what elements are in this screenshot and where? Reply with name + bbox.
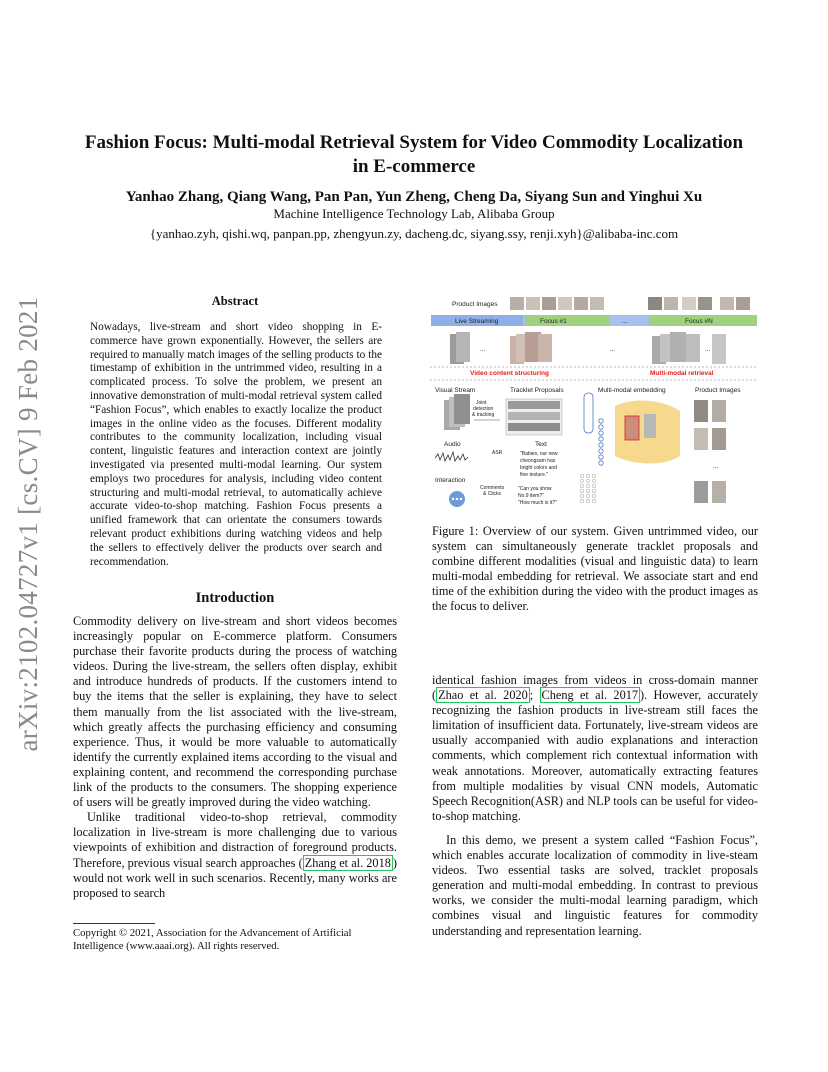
- title-line-1: Fashion Focus: Multi-modal Retrieval System for Video Commodity Localization: [84, 132, 744, 153]
- introduction-heading: Introduction: [195, 590, 275, 606]
- fig-label-video-content-structuring: Video content structuring: [470, 370, 549, 377]
- right-p1-text: identical fashion images from videos in cross-domain manner (: [432, 673, 758, 703]
- email-list: {yanhao.zyh, qishi.wq, panpan.pp, zhengyun.zy, dacheng.dc, siyang.ssy, renji.xyh}@alibaba-inc.com: [149, 226, 679, 241]
- paper-title: [70, 131, 758, 179]
- abstract-text: Nowadays, live-stream and short video shopping in E-commerce have grown exponentially. However, the sellers are required to manually match images of the selling products to the timestamp of exhibition in the untrimmed video, resulting in a complicated process. To solve the problem, we present an innovative demonstration of multi-modal retrieval system called “Fashion Focus”, which enables to exactly localize the product images in the online video as the focuses. Different modality contributes to the community localization, including visual content, linguistic features and interaction context are jointly investigated via presented multi-modal learning. Our system employs two procedures for analysis, including video content structuring and multi-modal retrieval, to automatically achieve accurate video-to-shop matching. Fashion Focus presents a unified framework that can orientate the consumers towards relevant product exhibitions during watching videos and help the sellers to effectively deliver the products over search and recommendation.: [90, 321, 382, 568]
- fig-label-multi-modal-retrieval: Multi-modal retrieval: [650, 370, 714, 377]
- author-list: Yanhao Zhang, Qiang Wang, Pan Pan, Yun Zheng, Cheng Da, Siyang Sun and Yinghui Xu: [125, 189, 703, 205]
- svg-text:"How much is it?": "How much is it?": [518, 500, 557, 506]
- abstract-body: [90, 321, 382, 569]
- fig-label-focus-n: Focus #N: [685, 318, 713, 325]
- fig-label-interaction: Interaction: [435, 477, 466, 484]
- svg-text:...: ...: [480, 346, 486, 353]
- svg-text:& tracking: & tracking: [472, 412, 495, 418]
- fig-label-product-images-2: Product Images: [695, 387, 741, 394]
- right-p1-text-end: ). However, accurately recognizing the fashion products in live-stream still faces the limitation of insufficient data. Fortunately, live-stream videos are usually accompanied with audio explanations and interaction comments, which complement rich contextual information with weak annotations. Moreover, automatically extracting features from multiple modalities by visual CNN models, Automatic Speech Recognition(ASR) and NLP tools can be useful for video-to-shop matching.: [432, 688, 758, 823]
- right-paragraph-1: [432, 673, 758, 824]
- svg-text:...: ...: [713, 463, 719, 470]
- right-paragraph-2: In this demo, we present a system called “Fashion Focus”, which enables accurate localization of commodity in live-steam videos. Two essential tasks are solved, tracklet proposals generation and multi-modal embedding. In contrast to previous works, we consider the multi-modal learning paradigm, which combines visual and linguistic features for commodity understanding and representation learning.: [432, 832, 758, 938]
- abstract-heading: Abstract: [211, 294, 259, 308]
- citation-zhao-2020[interactable]: Zhao et al. 2020: [438, 688, 528, 703]
- visual-stream-frames: [444, 394, 470, 430]
- intro-p2-text: Unlike traditional video-to-shop retrieval, commodity localization in live-stream is more challenging due to various viewpoints of exhibition and distraction of foreground products. Therefore, previous visual search approaches (: [73, 810, 397, 870]
- citation-cheng-2017[interactable]: Cheng et al. 2017: [541, 688, 639, 703]
- svg-text:Joint: Joint: [476, 400, 487, 406]
- fig-label-audio: Audio: [444, 441, 461, 448]
- fig-label-tracklet-proposals: Tracklet Proposals: [510, 387, 564, 394]
- affiliation: Machine Intelligence Technology Lab, Alibaba Group: [273, 206, 555, 221]
- fig-label-asr: ASR: [492, 450, 503, 456]
- fig-label-text: Text: [535, 441, 547, 448]
- feature-columns: [580, 474, 596, 503]
- svg-text:"Babies, our new: "Babies, our new: [520, 451, 558, 457]
- introduction-body: [73, 614, 397, 901]
- citation-separator: ;: [529, 688, 540, 703]
- figure-1-overview-diagram: [430, 296, 758, 516]
- svg-text:Comments: Comments: [480, 485, 505, 491]
- copyright-footnote: Copyright © 2021, Association for the Advancement of Artificial Intelligence (www.aaai.org). All rights reserved.: [73, 927, 352, 952]
- figure-1-caption: Figure 1: Overview of our system. Given untrimmed video, our system can simultaneously generate tracklet proposals and combine different modalities (visual and linguistic data) to learn multi-modal embedding for retrieval. We associate start and end time of the exhibition during the video with the product images as the focus to deliver.: [432, 524, 758, 614]
- tracklet-proposal-grid: [506, 399, 562, 435]
- svg-text:& Clicks: & Clicks: [483, 491, 502, 497]
- svg-text:detection: detection: [473, 406, 494, 412]
- intro-paragraph-2: [73, 810, 397, 901]
- svg-text:fine texture.": fine texture.": [520, 472, 548, 478]
- fig-label-live-streaming: Live Streaming: [455, 318, 499, 325]
- footnote-rule: [73, 923, 155, 924]
- embedding-network-nodes: [584, 393, 603, 465]
- focus-1-segment: [525, 315, 610, 326]
- fig-label-product-images: Product Images: [452, 301, 498, 308]
- svg-text:"Can you show: "Can you show: [518, 486, 552, 492]
- citation-zhang-2018[interactable]: Zhang et al. 2018: [304, 855, 391, 870]
- svg-text:No.9 item?": No.9 item?": [518, 493, 544, 499]
- right-column-body: [432, 673, 758, 939]
- video-frames-row: [450, 332, 726, 364]
- fig-label-dots: ...: [622, 318, 628, 325]
- product-thumbnail-strip: [510, 297, 750, 310]
- svg-text:...: ...: [610, 346, 616, 353]
- fig-label-visual-stream: Visual Stream: [435, 387, 476, 394]
- title-line-2: in E-commerce: [352, 156, 476, 177]
- svg-text:bright colors and: bright colors and: [520, 465, 557, 471]
- fig-label-multi-modal-embedding: Multi-modal embedding: [598, 387, 666, 394]
- intro-paragraph-1: Commodity delivery on live-stream and short videos becomes increasingly popular on E-commerce platform. Consumers purchase their favorite products during the process of watching videos. During the live-stream, the sellers often display, exhibit and introduce hundreds of products. If the customers intend to buy the items that the seller is explaining, they have to select them manually from the list associated with the live-stream, which greatly affects the purchasing efficiency and consuming experience. Thus, it would be more valuable to automatically identify the currently explained items according to the visual and explaining content, and recommend the corresponding purchase link of the products to the consumers. The shopping experience of users will be greatly improved during the video watching.: [73, 614, 397, 810]
- product-image-gallery: [694, 400, 726, 503]
- arxiv-side-stamp: arXiv:2102.04727v1 [cs.CV] 9 Feb 2021: [13, 296, 43, 752]
- intro-p2-text-end: ) would not work well in such scenarios. Recently, many works are proposed to search: [73, 855, 397, 900]
- svg-text:...: ...: [705, 346, 711, 353]
- audio-waveform: [435, 452, 468, 461]
- fig-label-focus-1: Focus #1: [540, 318, 567, 325]
- svg-text:cheongsam has: cheongsam has: [520, 458, 556, 464]
